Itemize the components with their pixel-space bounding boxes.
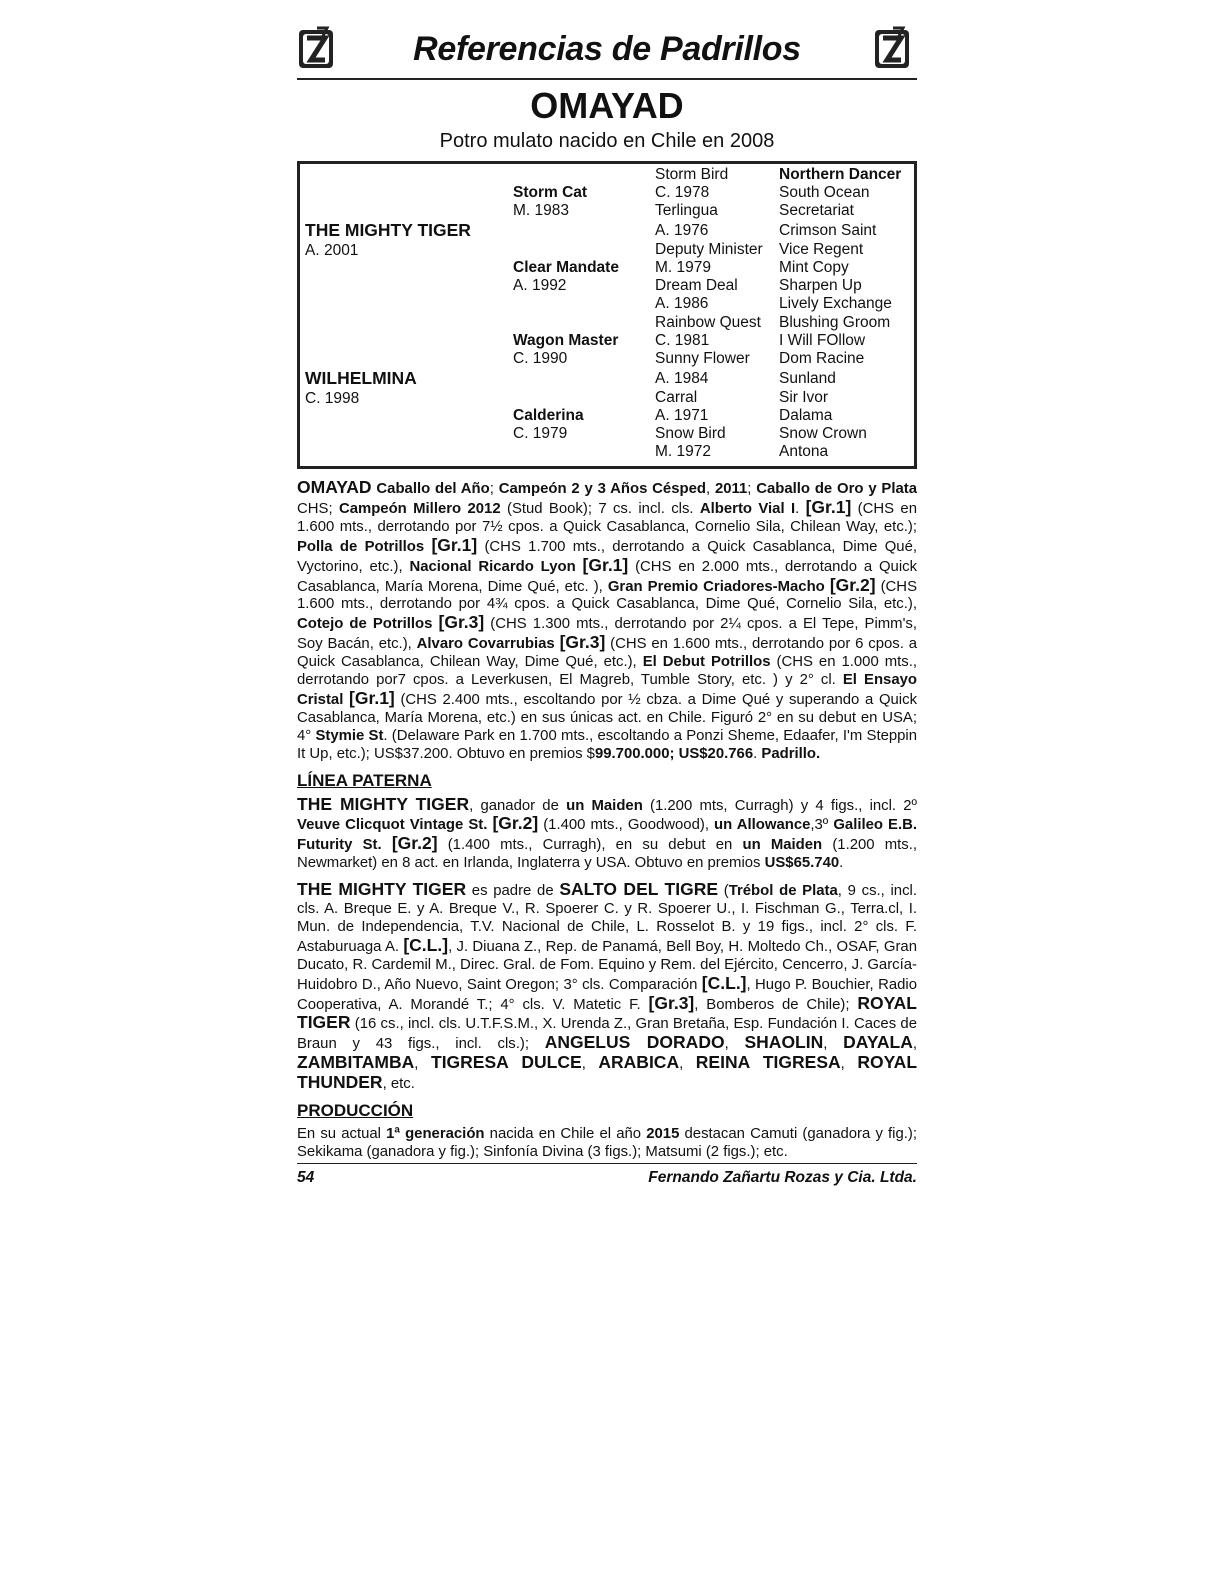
g4-name: Mint Copy — [779, 259, 849, 276]
g4-name: Secretariat — [779, 202, 854, 219]
g4-name: Antona — [779, 443, 829, 460]
g3-info: A. 1984 — [655, 370, 709, 387]
g3-name: Dream Deal — [655, 277, 738, 294]
sire-dam-info: A. 1992 — [513, 277, 567, 294]
dam-info: C. 1998 — [305, 390, 360, 407]
sire-record-paragraph: THE MIGHTY TIGER, ganador de un Maiden (1.200 mts, Curragh) y 4 figs., incl. 2º Veuve Clicquot Vintage St. [Gr.2] (1.400 mts., Goodwood), un Allowance,3º Galileo E.B. Futurity St. [Gr.2] (1.400 mts., Curragh), en su debut en un Maiden (1.200 mts., Newmarket) en 8 act. en Irlanda, Inglaterra y USA. Obtuvo en premios US$65.740. — [297, 793, 918, 872]
g3-info: A. 1971 — [655, 407, 709, 424]
g3-info: C. 1978 — [655, 184, 710, 201]
g4-name: Vice Regent — [779, 241, 864, 258]
g3-name: Storm Bird — [655, 166, 729, 183]
g3-name: Sunny Flower — [655, 350, 750, 367]
sire-info: A. 2001 — [305, 242, 359, 259]
g3-name: Deputy Minister — [655, 241, 763, 258]
sire-sire-info: M. 1983 — [513, 202, 570, 219]
dam-sire-name: Wagon Master — [513, 332, 619, 349]
g4-name: Crimson Saint — [779, 222, 877, 239]
g3-name: Terlingua — [655, 202, 718, 219]
race-record-paragraph: OMAYAD Caballo del Año; Campeón 2 y 3 Años Césped, 2011; Caballo de Oro y Plata CHS; Campeón Millero 2012 (Stud Book); 7 cs. incl. cls. Alberto Vial I. [Gr.1] (CHS en 1.600 mts., derrotando por 7½ cpos. a Quick Casablanca, Cornelio Sila, Chilean Way, etc.); Polla de Potrillos [Gr.1] (CHS 1.700 mts., derrotando a Quick Casablanca, Dime Qué, Vyctorino, etc.), Nacional Ricardo Lyon [Gr.1] (CHS en 2.000 mts., derrotando a Quick Casablanca, María Morena, Dime Qué, etc. ), Gran Premio Criadores-Macho [Gr.2] (CHS 1.600 mts., derrotando por 4¾ cpos. a Quick Casablanca, Dime Qué, Cornelio Sila, etc.), Cotejo de Potrillos [Gr.3] (CHS 1.300 mts., derrotando por 2¼ cpos. a El Tepe, Pimm's, Soy Bacán, etc.), Alvaro Covarrubias [Gr.3] (CHS en 1.600 mts., derrotando por 6 cpos. a Quick Casablanca, Chilean Way, Dime Qué, etc.), El Debut Potrillos (CHS en 1.000 mts., derrotando por7 cpos. a Leverkusen, El Magreb, Tumble Story, etc. ) y 2° cl. El Ensayo Cristal [Gr.1] (CHS 2.400 mts., escoltando por ½ cbza. a Dime Qué y superando a Quick Casablanca, María Morena, etc.) en sus únicas act. en Chile. Figuró 2° en su debut en USA; 4° Stymie St. (Delaware Park en 1.700 mts., escoltando a Ponzi Sheme, Edaafer, I'm Steppin It Up, etc.); US$37.200. Obtuvo en premios $99.700.000; US$20.766. Padrillo. — [297, 477, 918, 762]
page — [297, 20, 917, 1170]
footer-company: Fernando Zañartu Rozas y Cia. Ltda. — [648, 1169, 917, 1186]
g4-name: Lively Exchange — [779, 295, 892, 312]
g4-name: Northern Dancer — [779, 166, 902, 183]
g3-info: M. 1972 — [655, 443, 712, 460]
g3-info: A. 1986 — [655, 295, 709, 312]
dam-dam-info: C. 1979 — [513, 425, 568, 442]
sire-sire-name: Storm Cat — [513, 184, 588, 201]
g3-name: Rainbow Quest — [655, 314, 761, 331]
sire-name: THE MIGHTY TIGER — [305, 220, 471, 240]
g3-name: Snow Bird — [655, 425, 726, 442]
sire-progeny-paragraph: THE MIGHTY TIGER es padre de SALTO DEL TIGRE (Trébol de Plata, 9 cs., incl. cls. A. Breque E. y A. Breque V., R. Spoerer C. y R. Spoerer U., I. Fischman G., Terra.cl, I. Mun. de Independencia, T.V. Nacional de Chile, L. Rosselot B. y 19 figs., incl. 2° cls. F. Astaburuaga A. [C.L.], J. Diuana Z., Rep. de Panamá, Bell Boy, H. Moltedo Ch., OSAF, Gran Ducato, R. Cardemil M., Direc. Gral. de Fom. Equino y Rem. del Ejército, Cencerro, J. García-Huidobro D., Año Nuevo, Saint Oregon; 3° cls. Comparación [C.L.], Hugo P. Bouchier, Radio Cooperativa, A. Morandé T.; 4° cls. V. Matetic F. [Gr.3], Bomberos de Chile); ROYAL TIGER (16 cs., incl. cls. U.T.F.S.M., X. Urenda Z., Gran Bretaña, Esp. Fundación I. Caces de Braun y 43 figs., incl. cls.); ANGELUS DORADO, SHAOLIN, DAYALA, ZAMBITAMBA, TIGRESA DULCE, ARABICA, REINA TIGRESA, ROYAL THUNDER, etc. — [297, 879, 918, 1093]
g4-name: Dom Racine — [779, 350, 865, 367]
horse-subtitle: Potro mulato nacido en Chile en 2008 — [439, 130, 775, 152]
pedigree-table — [297, 161, 917, 469]
page-title: Referencias de Padrillos — [413, 30, 801, 68]
g3-info: C. 1981 — [655, 332, 710, 349]
g4-name: Dalama — [779, 407, 833, 424]
g4-name: Blushing Groom — [779, 314, 891, 331]
body-text — [297, 479, 917, 1162]
g4-name: Sharpen Up — [779, 277, 862, 294]
dam-dam-name: Calderina — [513, 407, 584, 424]
g3-name: Carral — [655, 389, 698, 406]
page-header — [297, 20, 917, 80]
g4-name: Sir Ivor — [779, 389, 829, 406]
g3-info: M. 1979 — [655, 259, 712, 276]
g4-name: I Will FOllow — [779, 332, 866, 349]
dam-sire-info: C. 1990 — [513, 350, 568, 367]
horse-name: OMAYAD — [530, 85, 684, 126]
g4-name: Sunland — [779, 370, 836, 387]
g4-name: South Ocean — [779, 184, 870, 201]
production-paragraph: En su actual 1ª generación nacida en Chile el año 2015 destacan Camuti (ganadora y fig.); Sekikama (ganadora y fig.); Sinfonía Divina (3 figs.); Matsumi (2 figs.); etc. — [297, 1126, 917, 1160]
g4-name: Snow Crown — [779, 425, 867, 442]
page-number: 54 — [297, 1169, 315, 1186]
sire-dam-name: Clear Mandate — [513, 259, 619, 276]
logo-icon — [873, 26, 913, 70]
section-heading-linea: LÍNEA PATERNA — [297, 770, 432, 790]
g3-info: A. 1976 — [655, 222, 709, 239]
dam-name: WILHELMINA — [305, 368, 417, 388]
page-footer — [297, 1163, 917, 1187]
section-heading-produccion: PRODUCCIÓN — [297, 1101, 414, 1121]
